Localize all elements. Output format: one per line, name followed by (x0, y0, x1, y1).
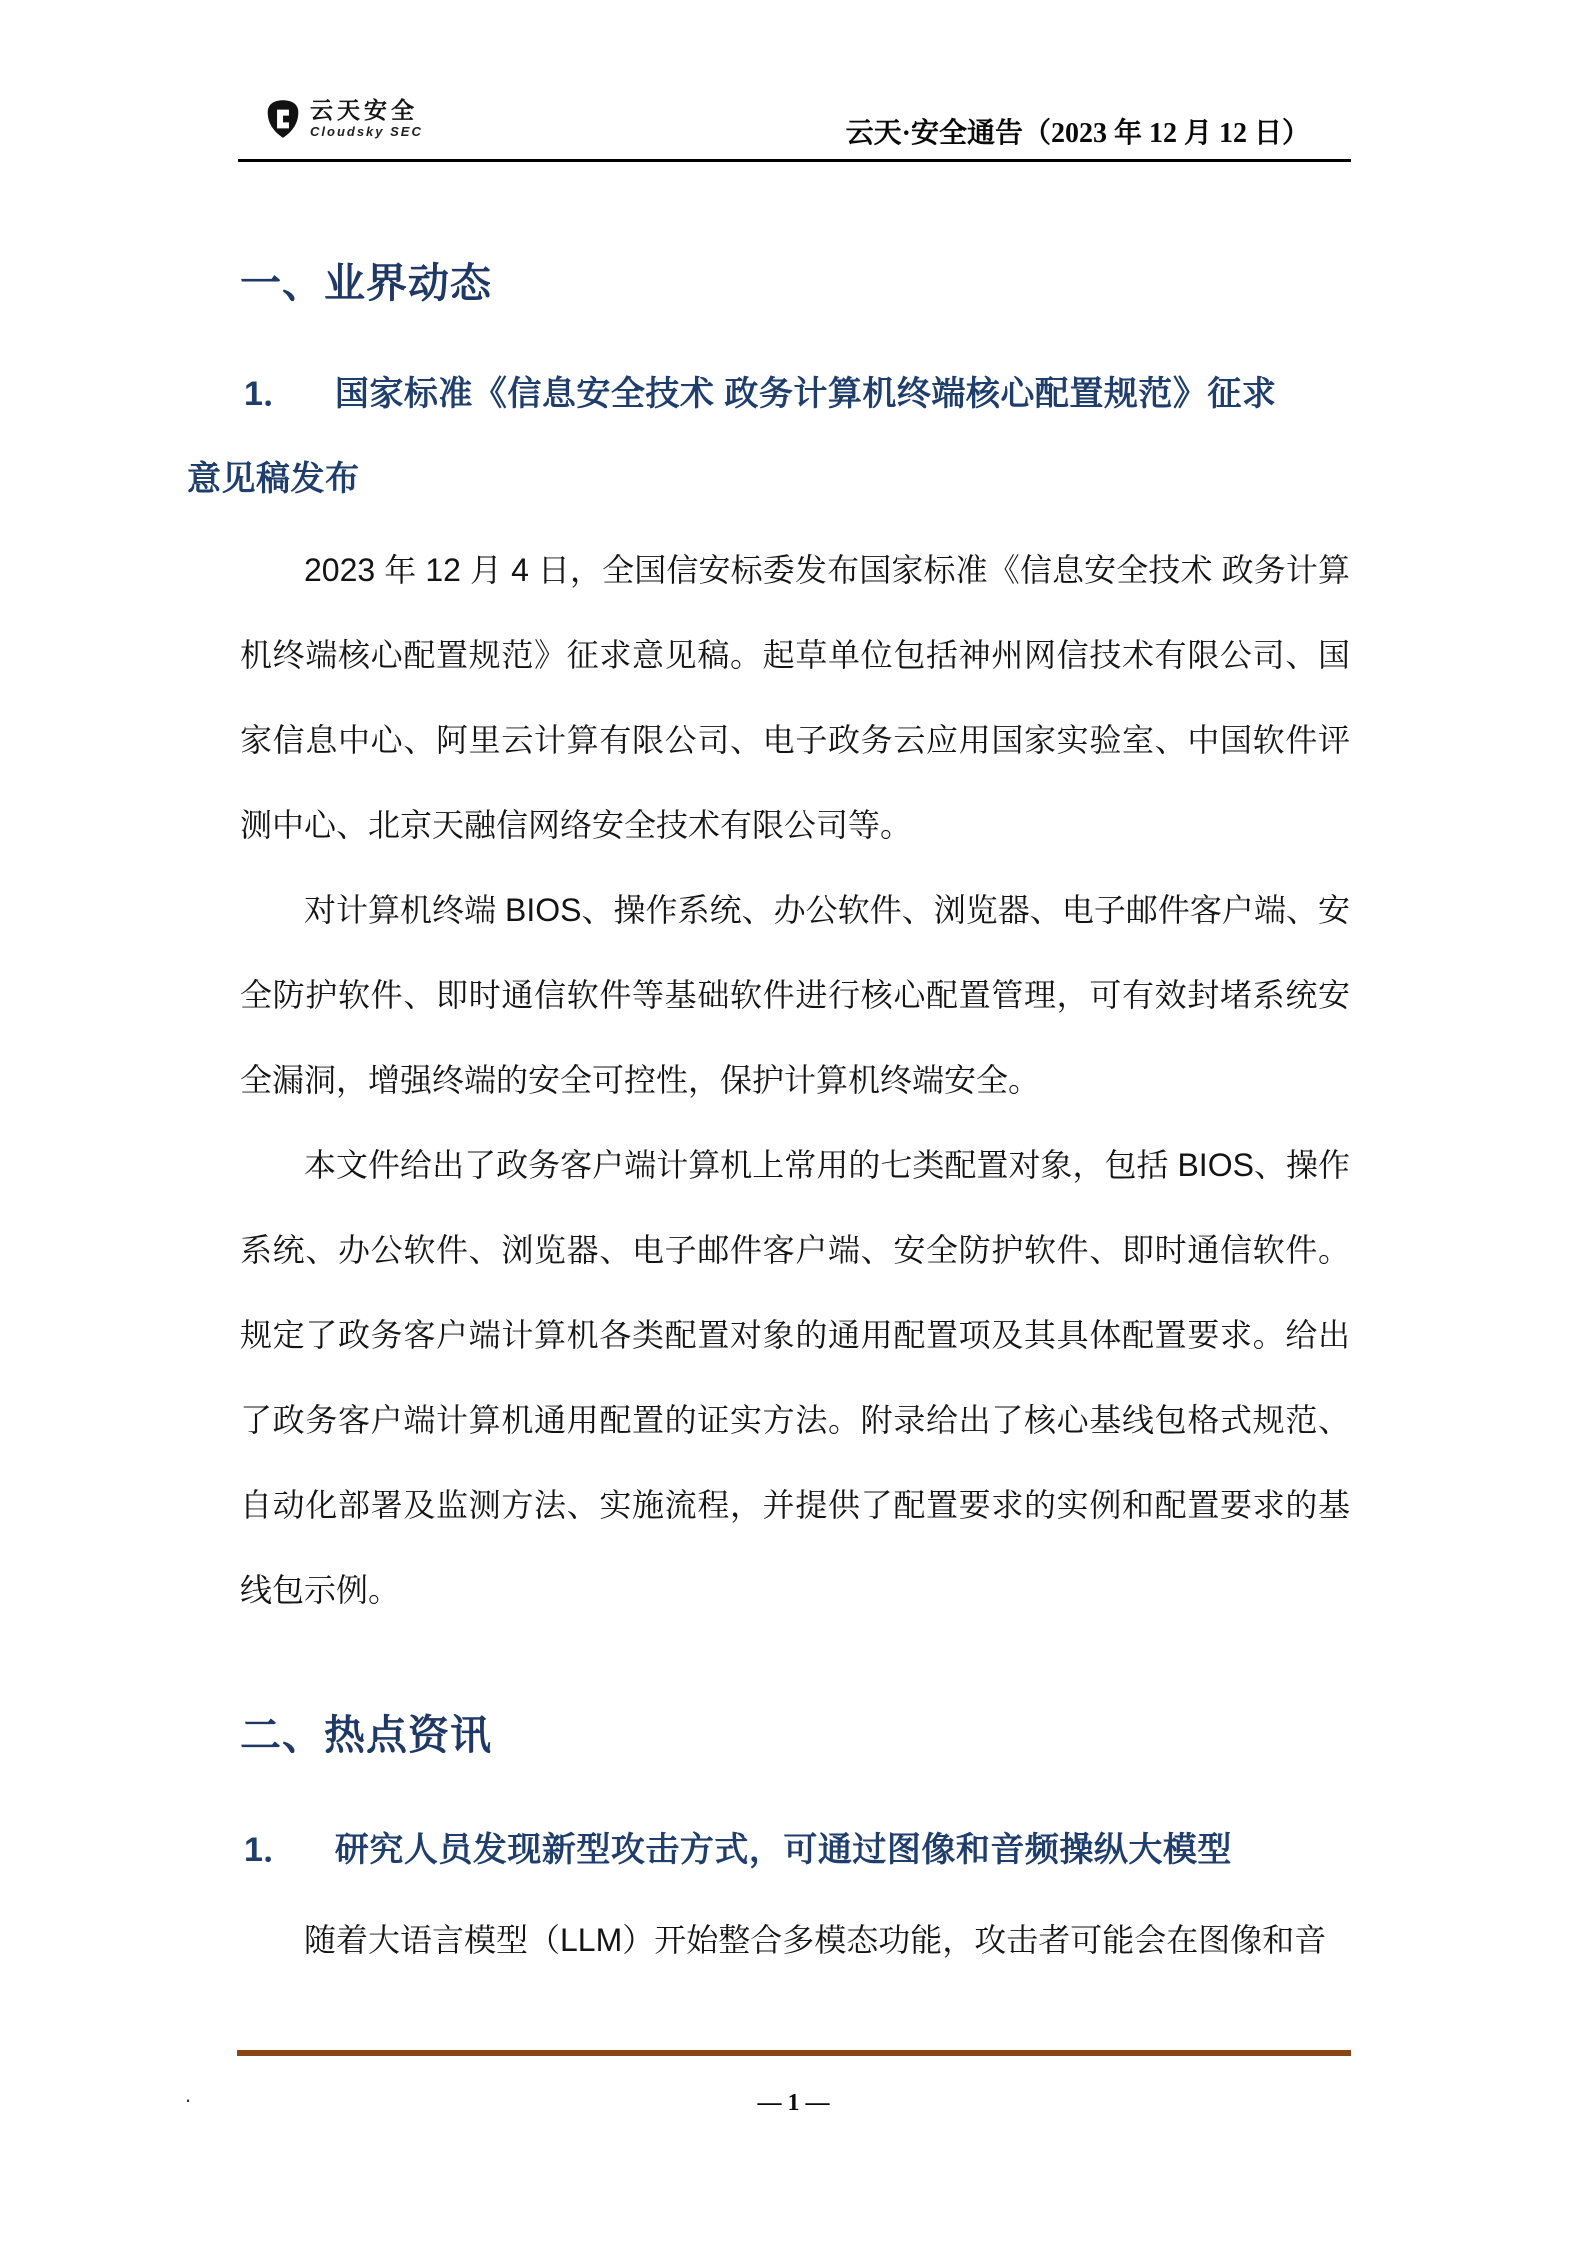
section-heading-1: 一、业界动态 (240, 260, 492, 306)
section-heading-2: 二、热点资讯 (240, 1712, 492, 1758)
footer-rule (237, 2050, 1351, 2056)
item-heading-1 (187, 352, 1287, 522)
paragraph: 2023 年 12 月 4 日，全国信安标委发布国家标准《信息安全技术 政务计算机终端核心配置规范》征求意见稿。起草单位包括神州网信技术有限公司、国家信息中心、阿里云计算有限公司、电子政务云应用国家实验室、中国软件评测中心、北京天融信网络安全技术有限公司等。 (240, 552, 1350, 843)
brand-name-cn: 云天安全 (310, 97, 418, 123)
shield-c-icon (266, 99, 300, 139)
logo (266, 98, 423, 139)
brand-name-en: Cloudsky SEC (310, 124, 423, 140)
item-number: 1． (244, 1831, 297, 1869)
page-number: — 1 — (757, 2090, 830, 2116)
paragraph: 随着大语言模型（LLM）开始整合多模态功能，攻击者可能会在图像和音 (304, 1922, 1327, 1958)
bulletin-title: 云天·安全通告（2023 年 12 月 12 日） (845, 118, 1310, 149)
item-heading-2 (187, 1808, 1387, 1893)
item-title: 研究人员发现新型攻击方式，可通过图像和音频操纵大模型 (334, 1831, 1232, 1869)
section-1-body (240, 528, 1350, 1633)
item-number: 1． (244, 375, 297, 413)
header-rule (238, 159, 1351, 162)
section-2-body (240, 1898, 1350, 1983)
paragraph: 本文件给出了政务客户端计算机上常用的七类配置对象，包括 BIOS、操作系统、办公软件、浏览器、电子邮件客户端、安全防护软件、即时通信软件。规定了政务客户端计算机各类配置对象的通用配置项及其具体配置要求。给出了政务客户端计算机通用配置的证实方法。附录给出了核心基线包格式规范、自动化部署及监测方法、实施流程，并提供了配置要求的实例和配置要求的基线包示例。 (240, 1147, 1350, 1608)
stray-mark: . (185, 2082, 192, 2107)
paragraph: 对计算机终端 BIOS、操作系统、办公软件、浏览器、电子邮件客户端、安全防护软件、即时通信软件等基础软件进行核心配置管理，可有效封堵系统安全漏洞，增强终端的安全可控性，保护计算机终端安全。 (240, 892, 1350, 1098)
item-title: 国家标准《信息安全技术 政务计算机终端核心配置规范》征求意见稿发布 (187, 375, 1277, 498)
